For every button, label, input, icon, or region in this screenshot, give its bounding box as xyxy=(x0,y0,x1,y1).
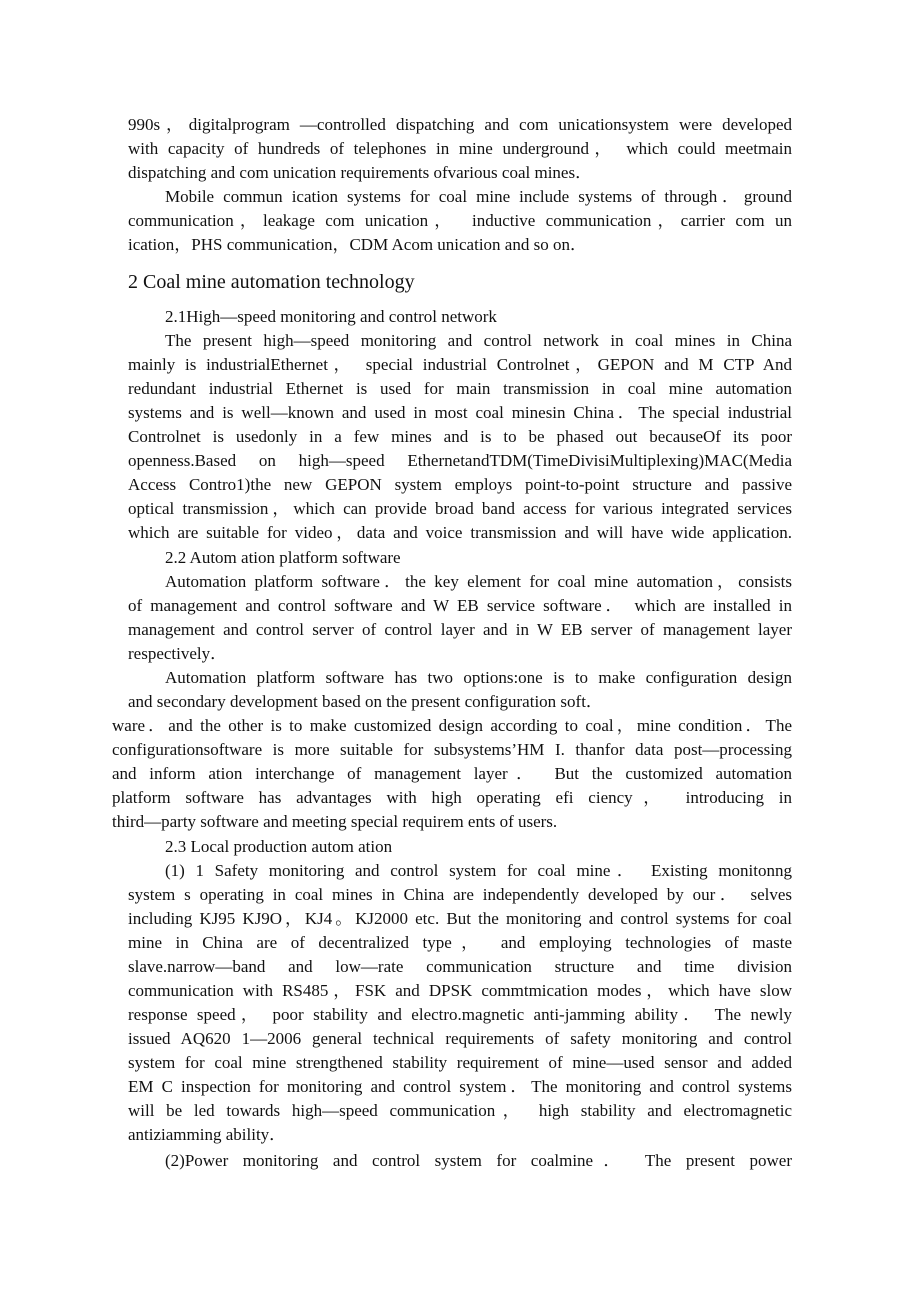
text-line: Access Contro1)the new GEPON system employs point-to-point structure and passive xyxy=(128,475,792,494)
text-line: system for coal mine strengthened stability requirement of mine—used sensor and added xyxy=(128,1053,792,1072)
text-line: of management and control software and W EB service software． which are installed in xyxy=(128,596,792,615)
text-line: antiziamming ability． xyxy=(128,1125,287,1144)
text-line: and inform ation interchange of management layer． But the customized automation xyxy=(112,764,792,783)
text-line: communication，leakage com unication， inductive communication，carrier com un xyxy=(128,211,792,230)
text-line: respectively． xyxy=(128,644,228,663)
text-line: platform software has advantages with high operating efi ciency， introducing in xyxy=(112,788,792,807)
text-line: system s operating in coal mines in China are independently developed by our． selves xyxy=(128,885,792,904)
text-line: mine in China are of decentralized type， and employing technologies of maste xyxy=(128,933,792,952)
text-line: management and control server of control layer and in W EB server of management layer xyxy=(128,620,792,639)
text-line: which are suitable for video，data and voice transmission and will have wide application. xyxy=(128,523,792,542)
text-line: slave.narrow—band and low—rate communication structure and time division xyxy=(128,957,792,976)
subsection-heading: 2.3 Local production autom ation xyxy=(165,837,393,856)
text-line: (1) 1 Safety monitoring and control system for coal mine． Existing monitonng xyxy=(165,861,792,880)
text-line: (2)Power monitoring and control system for coalmine． The present power xyxy=(165,1151,792,1170)
text-line: The present high—speed monitoring and control network in coal mines in China xyxy=(165,331,792,350)
text-line: redundant industrial Ethernet is used for main transmission in coal mine automation xyxy=(128,379,792,398)
text-line: communication with RS485，FSK and DPSK commtmication modes，which have slow xyxy=(128,981,792,1000)
text-line: including KJ95 KJ9O，KJ4。KJ2000 etc. But the monitoring and control systems for coal xyxy=(128,909,792,928)
text-line: issued AQ620 1—2006 general technical requirements of safety monitoring and control xyxy=(128,1029,792,1048)
text-line: and secondary development based on the present configuration soft． xyxy=(128,692,603,711)
text-line: will be led towards high—speed communication， high stability and electromagnetic xyxy=(128,1101,792,1120)
text-line: Mobile commun ication systems for coal mine include systems of through．ground xyxy=(165,187,792,206)
text-line: Controlnet is usedonly in a few mines and is to be phased out becauseOf its poor xyxy=(128,427,792,446)
section-heading: 2 Coal mine automation technology xyxy=(128,271,415,293)
text-line: optical transmission，which can provide broad band access for various integrated services xyxy=(128,499,792,518)
subsection-heading: 2.2 Autom ation platform software xyxy=(165,548,401,567)
text-line: Automation platform software．the key element for coal mine automation，consists xyxy=(165,572,792,591)
text-line: response speed， poor stability and electro.magnetic anti-jamming ability． The newly xyxy=(128,1005,792,1024)
text-line: ware．and the other is to make customized design according to coal，mine condition．The xyxy=(112,716,792,735)
text-line: systems and is well—known and used in most coal minesin China．The special industrial xyxy=(128,403,792,422)
text-line: Automation platform software has two options:one is to make configuration design xyxy=(165,668,792,687)
text-line: with capacity of hundreds of telephones in mine underground， which could meetmain xyxy=(128,139,792,158)
text-line: mainly is industrialEthernet， special industrial Controlnet，GEPON and M CTP And xyxy=(128,355,792,374)
text-line: 990s，digitalprogram —controlled dispatching and com unicationsystem were developed xyxy=(128,115,792,134)
text-line: configurationsoftware is more suitable for subsystems’HM I. thanfor data post—processing xyxy=(112,740,792,759)
subsection-heading: 2.1High—speed monitoring and control network xyxy=(165,307,497,326)
text-line: third—party software and meeting special requirem ents of users. xyxy=(112,812,558,831)
text-line: ication，PHS communication，CDM Acom unication and so on． xyxy=(128,235,587,254)
text-line: dispatching and com unication requirements ofvarious coal mines． xyxy=(128,163,593,182)
text-line: EM C inspection for monitoring and control system．The monitoring and control systems xyxy=(128,1077,792,1096)
text-line: openness.Based on high—speed EthernetandTDM(TimeDivisiMultiplexing)MAC(Media xyxy=(128,451,792,470)
